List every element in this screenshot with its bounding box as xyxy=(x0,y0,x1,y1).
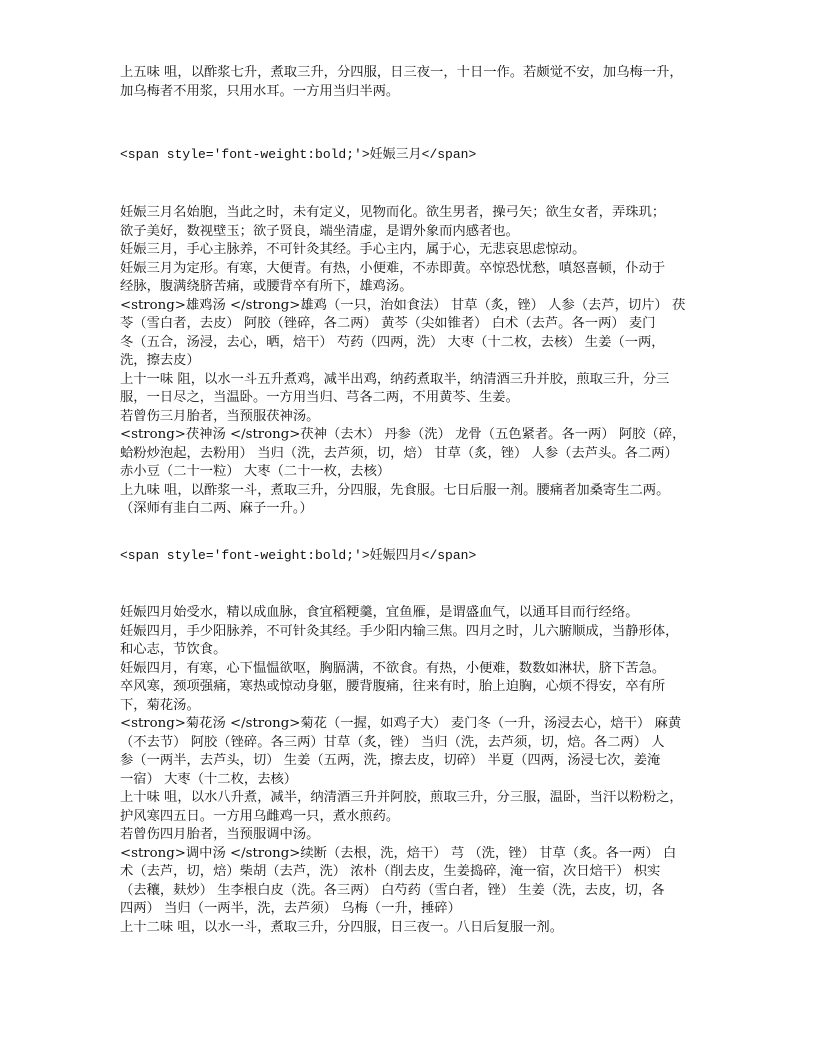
text-line: 妊娠三月为定形。有寒，大便青。有热，小便难，不赤即黄。卒惊恐忧愁，嗔怒喜顿，仆动于 xyxy=(120,260,666,276)
text-line: 护风寒四五日。一方用乌雌鸡一只，煮水煎药。 xyxy=(120,808,400,824)
text-line: 上五味 咀，以酢浆七升，煮取三升，分四服，日三夜一，十日一作。若颇觉不安，加乌梅一升， xyxy=(120,65,683,80)
text-line: 一宿） 大枣（十二枚，去核） xyxy=(120,771,298,787)
text-line: 若曾伤四月胎者，当预服调中汤。 xyxy=(120,827,320,842)
text-line: 妊娠四月始受水，精以成血脉，食宜稻粳羹，宜鱼雁，是谓盛血气，以通耳目而行经络。 xyxy=(120,605,639,620)
section-body-month-3 xyxy=(120,204,720,519)
text-line: 术（去芦，切，焙）柴胡（去芦，洗） 浓朴（削去皮，生姜捣碎，淹一宿，次日焙干） 枳实 xyxy=(120,864,661,879)
text-line: 参（一两半，去芦头，切） 生姜（五两，洗，擦去皮，切碎） 半夏（四两，汤浸七次，姜淹 xyxy=(120,753,661,768)
text-line: 妊娠四月，有寒，心下愠愠欲呕，胸膈满，不欲食。有热，小便难，数数如淋状，脐下苦急。 xyxy=(120,660,666,676)
text-line: 妊娠三月，手心主脉养，不可针灸其经。手心主内，属于心，无悲哀思虑惊动。 xyxy=(120,242,586,257)
text-line: 上十二味 咀，以水一斗，煮取三升，分四服，日三夜一。八日后复服一剂。 xyxy=(120,919,564,935)
text-line: 下，菊花汤。 xyxy=(120,697,200,713)
text-line: 卒风寒，颈项强痛，寒热或惊动身躯，腰背腹痛，往来有时，胎上迫胸，心烦不得安，卒有所 xyxy=(120,679,666,694)
text-line: 服，一日尽之，当温卧。一方用当归、芎各二两，不用黄芩、生姜。 xyxy=(120,390,519,405)
text-line: 蛤粉炒泡起，去粉用） 当归（洗，去芦须，切，焙） 甘草（炙，锉） 人参（去芦头。各二两） xyxy=(120,445,678,461)
text-line: 四两） 当归（一两半，洗，去芦须） 乌梅（一升，捶碎） xyxy=(120,901,461,916)
text-line: <strong>雄鸡汤 </strong>雄鸡（一只，治如食法） 甘草（炙，锉） 人参（去芦，切片） 茯 xyxy=(120,297,686,313)
section-heading-month-3: <span style='font-weight:bold;'>妊娠三月</span> xyxy=(120,147,477,162)
text-line: <strong>茯神汤 </strong>茯神（去木） 丹参（洗） 龙骨（五色紧者。各一两） 阿胶（碎， xyxy=(120,427,686,442)
text-line: 若曾伤三月胎者，当预服茯神汤。 xyxy=(120,408,320,424)
intro-paragraph xyxy=(120,64,720,101)
section-body-month-4 xyxy=(120,604,720,937)
text-line: 加乌梅者不用浆，只用水耳。一方用当归半两。 xyxy=(120,83,400,99)
text-line: <strong>调中汤 </strong>续断（去根，洗，焙干） 芎 （洗，锉） 甘草（炙。各一两） 白 xyxy=(120,845,677,861)
text-line: 上九味 咀，以酢浆一斗，煮取三升，分四服，先食服。七日后服一剂。腰痛者加桑寄生二两。 xyxy=(120,482,670,498)
text-line: <strong>菊花汤 </strong>菊花（一握，如鸡子大） 麦门冬（一升，汤浸去心，焙干） 麻黄 xyxy=(120,716,682,731)
text-line: 冬（五合，汤浸，去心，晒，焙干） 芍药（四两，洗） 大枣（十二枚，去核） 生姜（一两， xyxy=(120,334,665,350)
text-line: 妊娠三月名始胞，当此之时，未有定义，见物而化。欲生男者，操弓矢；欲生女者，弄珠玑； xyxy=(120,205,666,220)
text-line: 上十味 咀，以水八升煮，减半，纳清酒三升并阿胶，煎取三升，分三服，温卧，当汗以粉粉之， xyxy=(120,790,683,805)
text-line: （深师有韭白二两、麻子一升。） xyxy=(120,501,313,516)
text-line: （不去节） 阿胶（锉碎。各三两）甘草（炙，锉） 当归（洗，去芦须，切，焙。各二两） 人 xyxy=(120,734,665,750)
text-line: 上十一味 阻，以水一斗五升煮鸡，减半出鸡，纳药煮取半，纳清酒三升并胶，煎取三升，分三 xyxy=(120,371,670,387)
text-line: 经脉，腹满绕脐苦痛，或腰背卒有所下，雄鸡汤。 xyxy=(120,279,413,294)
text-line: 苓（雪白者，去皮） 阿胶（锉碎，各二两） 黄芩（尖如锥者） 白术（去芦。各一两） 麦门 xyxy=(120,316,656,331)
text-line: 洗，擦去皮） xyxy=(120,353,200,368)
text-line: （去穰，麸炒） 生李根白皮（洗。各三两） 白芍药（雪白者，锉） 生姜（洗，去皮，切，各 xyxy=(120,882,665,898)
text-line: 赤小豆（二十一粒） 大枣（二十一枚，去核） xyxy=(120,464,391,479)
text-line: 欲子美好，数视壁玉；欲子贤良，端坐清虚，是谓外象而内感者也。 xyxy=(120,223,519,239)
text-line: 妊娠四月，手少阳脉养，不可针灸其经。手少阳内输三焦。四月之时，儿六腑顺成，当静形体， xyxy=(120,623,679,639)
text-line: 和心志，节饮食。 xyxy=(120,642,227,657)
section-heading-month-4: <span style='font-weight:bold;'>妊娠四月</span> xyxy=(120,548,477,563)
